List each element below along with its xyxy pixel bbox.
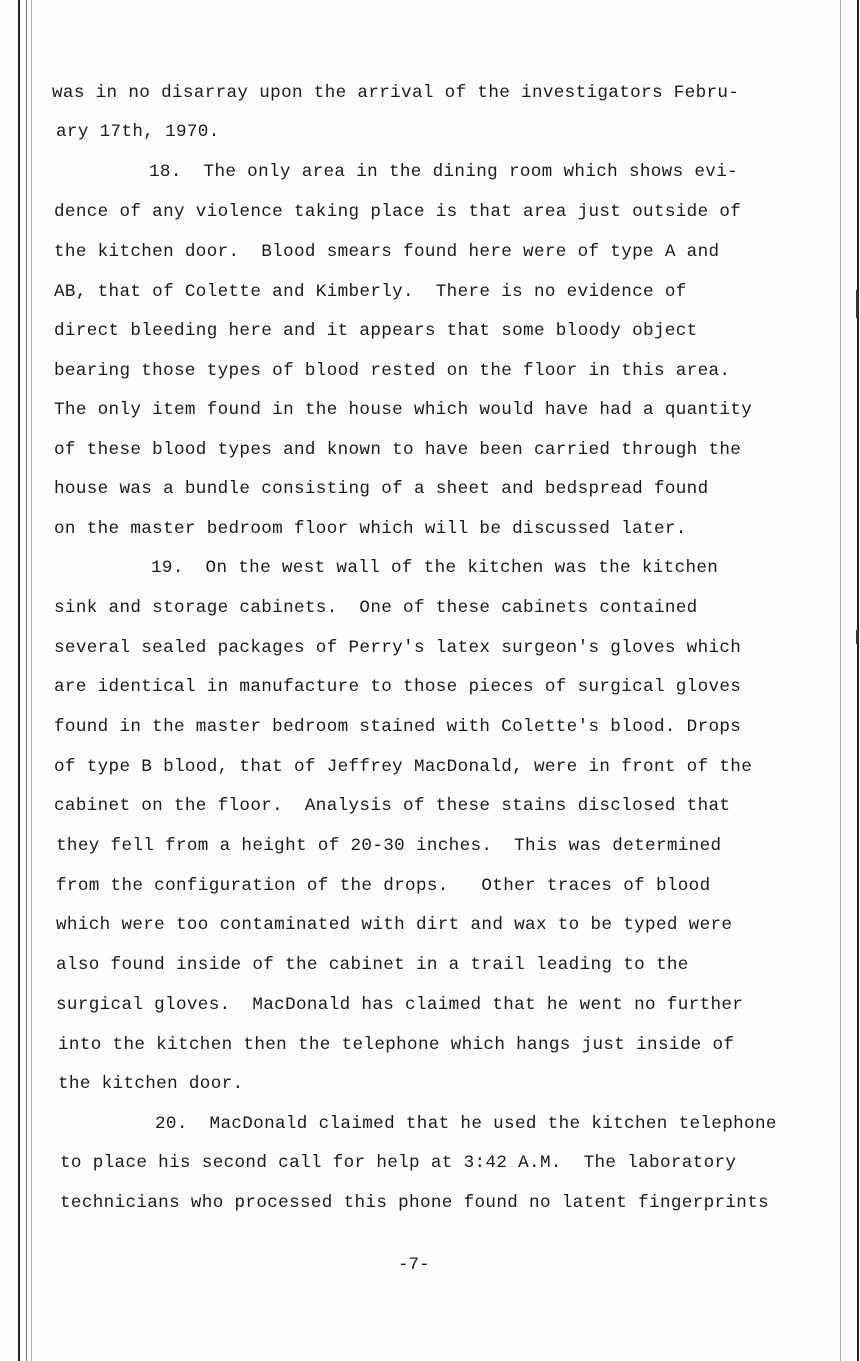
text-line: technicians who processed this phone found no latent fingerprints — [60, 1193, 770, 1213]
text-line: from the configuration of the drops. Other traces of blood — [56, 876, 711, 896]
text-line: to place his second call for help at 3:42 A.M. The laboratory — [60, 1153, 737, 1173]
text-line: house was a bundle consisting of a sheet and bedspread found — [54, 479, 709, 499]
text-line: was in no disarray upon the arrival of the investigators Febru- — [52, 83, 740, 103]
text-line: surgical gloves. MacDonald has claimed that he went no further — [56, 995, 744, 1015]
paragraph-19-start: 19. On the west wall of the kitchen was the kitchen — [151, 558, 719, 578]
text-line: are identical in manufacture to those pieces of surgical gloves — [54, 677, 742, 697]
text-line: also found inside of the cabinet in a trail leading to the — [56, 955, 689, 975]
text-line: sink and storage cabinets. One of these cabinets contained — [54, 598, 698, 618]
text-line: found in the master bedroom stained with Colette's blood. Drops — [54, 717, 742, 737]
text-line: the kitchen door. Blood smears found here were of type A and — [54, 242, 720, 262]
text-line: into the kitchen then the telephone which hangs just inside of — [58, 1035, 735, 1055]
paragraph-20-start: 20. MacDonald claimed that he used the kitchen telephone — [155, 1114, 777, 1134]
paragraph-18-start: 18. The only area in the dining room which shows evi- — [149, 162, 739, 182]
text-line: of type B blood, that of Jeffrey MacDonald, were in front of the — [54, 757, 753, 777]
text-line: AB, that of Colette and Kimberly. There is no evidence of — [54, 282, 687, 302]
text-line: The only item found in the house which would have had a quantity — [54, 400, 753, 420]
text-line: direct bleeding here and it appears that some bloody object — [54, 321, 698, 341]
text-line: dence of any violence taking place is that area just outside of — [54, 202, 742, 222]
text-line: which were too contaminated with dirt and wax to be typed were — [56, 915, 733, 935]
text-line: they fell from a height of 20-30 inches. This was determined — [56, 836, 722, 856]
text-line: the kitchen door. — [58, 1074, 244, 1094]
text-line: ary 17th, 1970. — [56, 122, 220, 142]
text-line: of these blood types and known to have been carried through the — [54, 440, 742, 460]
page-number: -7- — [398, 1255, 430, 1275]
text-line: on the master bedroom floor which will be discussed later. — [54, 519, 687, 539]
text-line: several sealed packages of Perry's latex surgeon's gloves which — [54, 638, 742, 658]
text-line: cabinet on the floor. Analysis of these stains disclosed that — [54, 796, 731, 816]
text-line: bearing those types of blood rested on the floor in this area. — [54, 361, 731, 381]
